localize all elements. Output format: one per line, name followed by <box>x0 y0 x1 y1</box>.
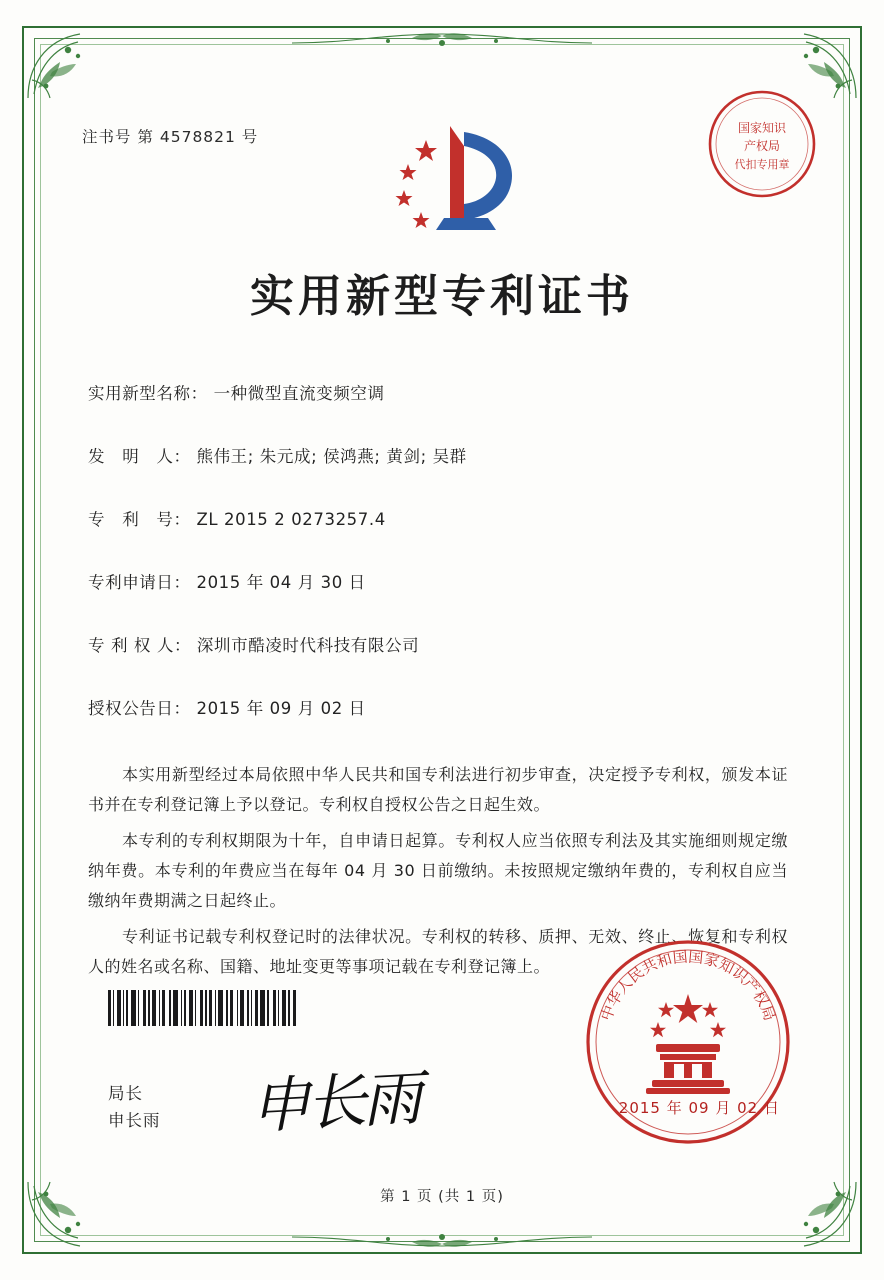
paragraph: 本专利的专利权期限为十年，自申请日起算。专利权人应当依照专利法及其实施细则规定缴纳年费。本专利的年费应当在每年 04 月 30 日前缴纳。未按照规定缴纳年费的，专利权自应当缴纳年费期满之日起终止。 <box>88 831 788 910</box>
field-list <box>88 380 808 758</box>
office-seal-stamp <box>706 88 818 200</box>
field-value: 一种微型直流变频空调 <box>213 384 385 403</box>
field-label: 实用新型名称 <box>88 384 191 403</box>
signature-block <box>108 1080 161 1134</box>
field-value: 熊伟王; 朱元成; 侯鸿燕; 黄剑; 吴群 <box>196 447 467 466</box>
signer-role: 局长 <box>108 1084 143 1103</box>
svg-text:中华人民共和国国家知识产权局: 中华人民共和国国家知识产权局 <box>597 947 779 1024</box>
cnipa-logo-icon <box>378 118 528 238</box>
field-label: 专 利 号 <box>88 510 174 529</box>
field-value: ZL 2015 2 0273257.4 <box>196 510 386 529</box>
vine-ornament-icon <box>292 1224 592 1250</box>
field-row: 专 利 号： ZL 2015 2 0273257.4 <box>88 510 386 529</box>
page-footer: 第 1 页 (共 1 页) <box>380 1189 504 1205</box>
barcode <box>108 990 358 1026</box>
seal-date: 2015 年 09 月 02 日 <box>618 1099 780 1117</box>
page-title: 实用新型专利证书 <box>250 271 634 322</box>
svg-text:国家知识: 国家知识 <box>737 121 787 135</box>
field-label: 授权公告日 <box>88 699 174 718</box>
field-row: 专利申请日： 2015 年 04 月 30 日 <box>88 573 366 592</box>
svg-text:代扣专用章: 代扣专用章 <box>734 158 790 171</box>
field-label: 发 明 人 <box>88 447 174 466</box>
certificate-content <box>60 70 824 1210</box>
field-label: 专 利 权 人 <box>88 636 174 655</box>
field-row: 发 明 人： 熊伟王; 朱元成; 侯鸿燕; 黄剑; 吴群 <box>88 447 467 466</box>
field-row: 专 利 权 人： 深圳市酷凌时代科技有限公司 <box>88 636 420 655</box>
handwritten-signature: 申长雨 <box>248 1063 420 1143</box>
registration-number: 注书号 第 4578821 号 <box>82 128 259 146</box>
field-value: 2015 年 09 月 02 日 <box>196 699 366 718</box>
field-row: 实用新型名称： 一种微型直流变频空调 <box>88 384 385 403</box>
signer-name: 申长雨 <box>108 1111 161 1130</box>
field-value: 深圳市酷凌时代科技有限公司 <box>196 636 420 655</box>
vine-ornament-icon <box>292 30 592 56</box>
paragraph: 本实用新型经过本局依照中华人民共和国专利法进行初步审查，决定授予专利权，颁发本证书并在专利登记簿上予以登记。专利权自授权公告之日起生效。 <box>88 765 788 814</box>
paragraph: 专利证书记载专利权登记时的法律状况。专利权的转移、质押、无效、终止、恢复和专利权人的姓名或名称、国籍、地址变更等事项记载在专利登记簿上。 <box>88 927 788 976</box>
field-row: 授权公告日： 2015 年 09 月 02 日 <box>88 699 366 718</box>
field-value: 2015 年 04 月 30 日 <box>196 573 366 592</box>
field-label: 专利申请日 <box>88 573 174 592</box>
svg-text:产权局: 产权局 <box>743 139 781 153</box>
